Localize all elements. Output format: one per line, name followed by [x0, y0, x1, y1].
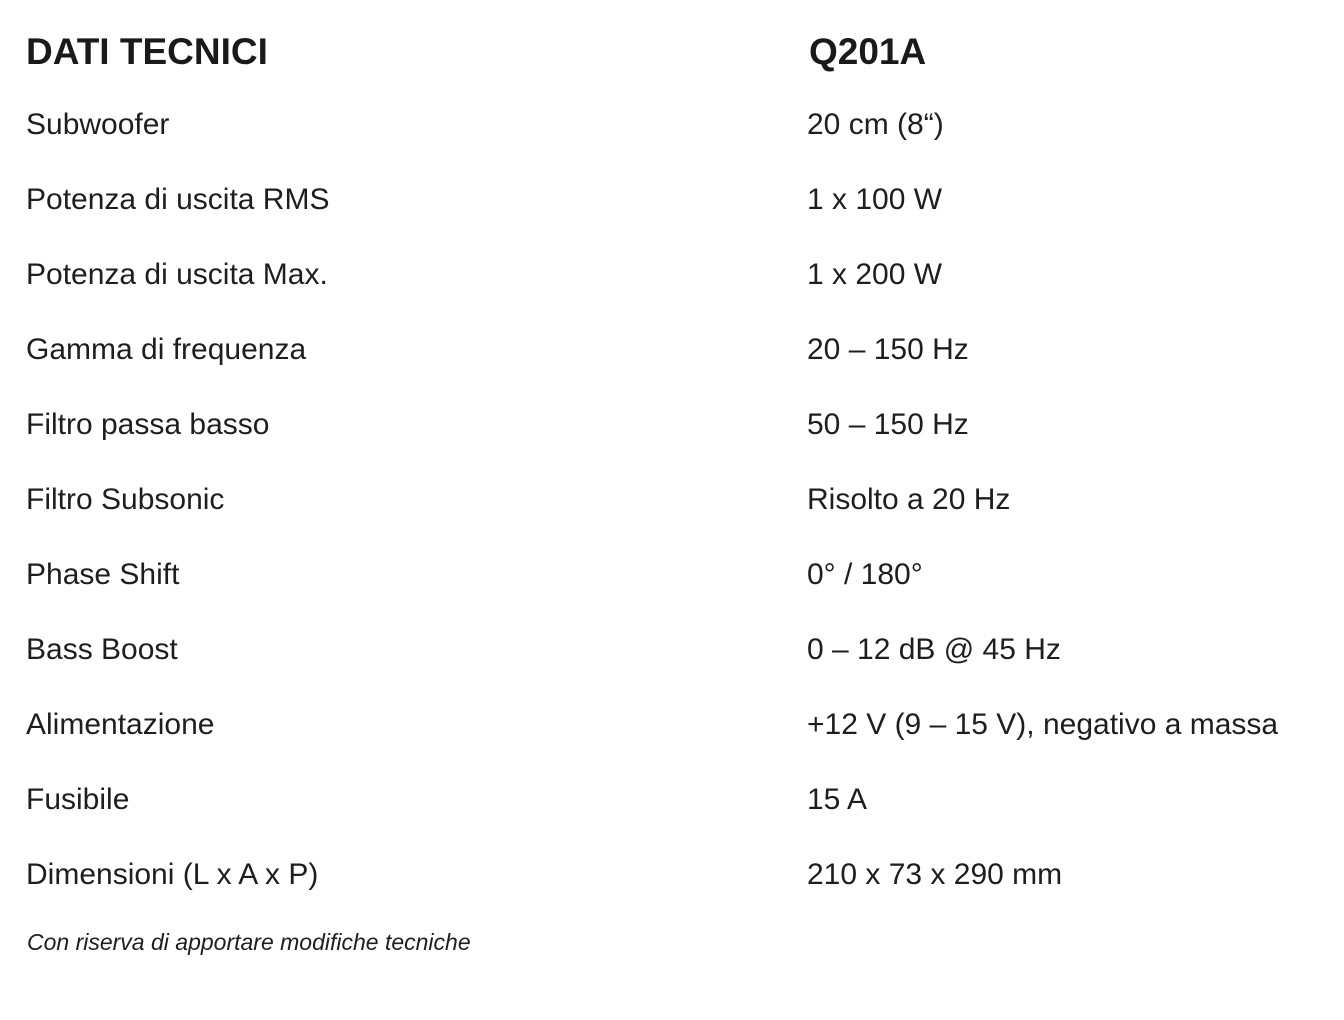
spec-row-rms-power	[0, 175, 1344, 250]
disclaimer-note: Con riserva di apportare modifiche tecniche	[27, 929, 471, 955]
spec-value: 20 cm (8“)	[807, 108, 944, 141]
spec-row-bass-boost	[0, 625, 1344, 700]
spec-label: Potenza di uscita Max.	[26, 258, 328, 291]
spec-row-subwoofer	[0, 100, 1344, 175]
spec-value: 50 – 150 Hz	[807, 408, 969, 441]
spec-row-fuse	[0, 775, 1344, 850]
spec-value: 0° / 180°	[807, 558, 923, 591]
spec-label: Phase Shift	[26, 558, 180, 591]
spec-label: Fusibile	[26, 783, 130, 816]
spec-label: Potenza di uscita RMS	[26, 183, 330, 216]
spec-row-dimensions	[0, 850, 1344, 925]
spec-table	[0, 100, 1344, 925]
spec-label: Dimensioni (L x A x P)	[26, 858, 319, 891]
spec-value: +12 V (9 – 15 V), negativo a massa	[807, 708, 1279, 741]
spec-label: Filtro passa basso	[26, 408, 270, 441]
spec-label: Filtro Subsonic	[26, 483, 225, 516]
spec-header	[0, 27, 1344, 77]
spec-value: 0 – 12 dB @ 45 Hz	[807, 633, 1061, 666]
spec-row-power-supply	[0, 700, 1344, 775]
spec-row-low-pass-filter	[0, 400, 1344, 475]
spec-label: Alimentazione	[26, 708, 215, 741]
spec-row-frequency-range	[0, 325, 1344, 400]
spec-row-max-power	[0, 250, 1344, 325]
spec-value: 1 x 100 W	[807, 183, 943, 216]
model-name: Q201A	[809, 31, 927, 72]
spec-label: Subwoofer	[26, 108, 170, 141]
spec-value: Risolto a 20 Hz	[807, 483, 1011, 516]
spec-value: 1 x 200 W	[807, 258, 943, 291]
spec-value: 20 – 150 Hz	[807, 333, 969, 366]
spec-row-subsonic-filter	[0, 475, 1344, 550]
spec-value: 15 A	[807, 783, 868, 816]
spec-label: Gamma di frequenza	[26, 333, 307, 366]
spec-row-phase-shift	[0, 550, 1344, 625]
section-title: DATI TECNICI	[26, 31, 268, 72]
spec-label: Bass Boost	[26, 633, 178, 666]
spec-value: 210 x 73 x 290 mm	[807, 858, 1063, 891]
